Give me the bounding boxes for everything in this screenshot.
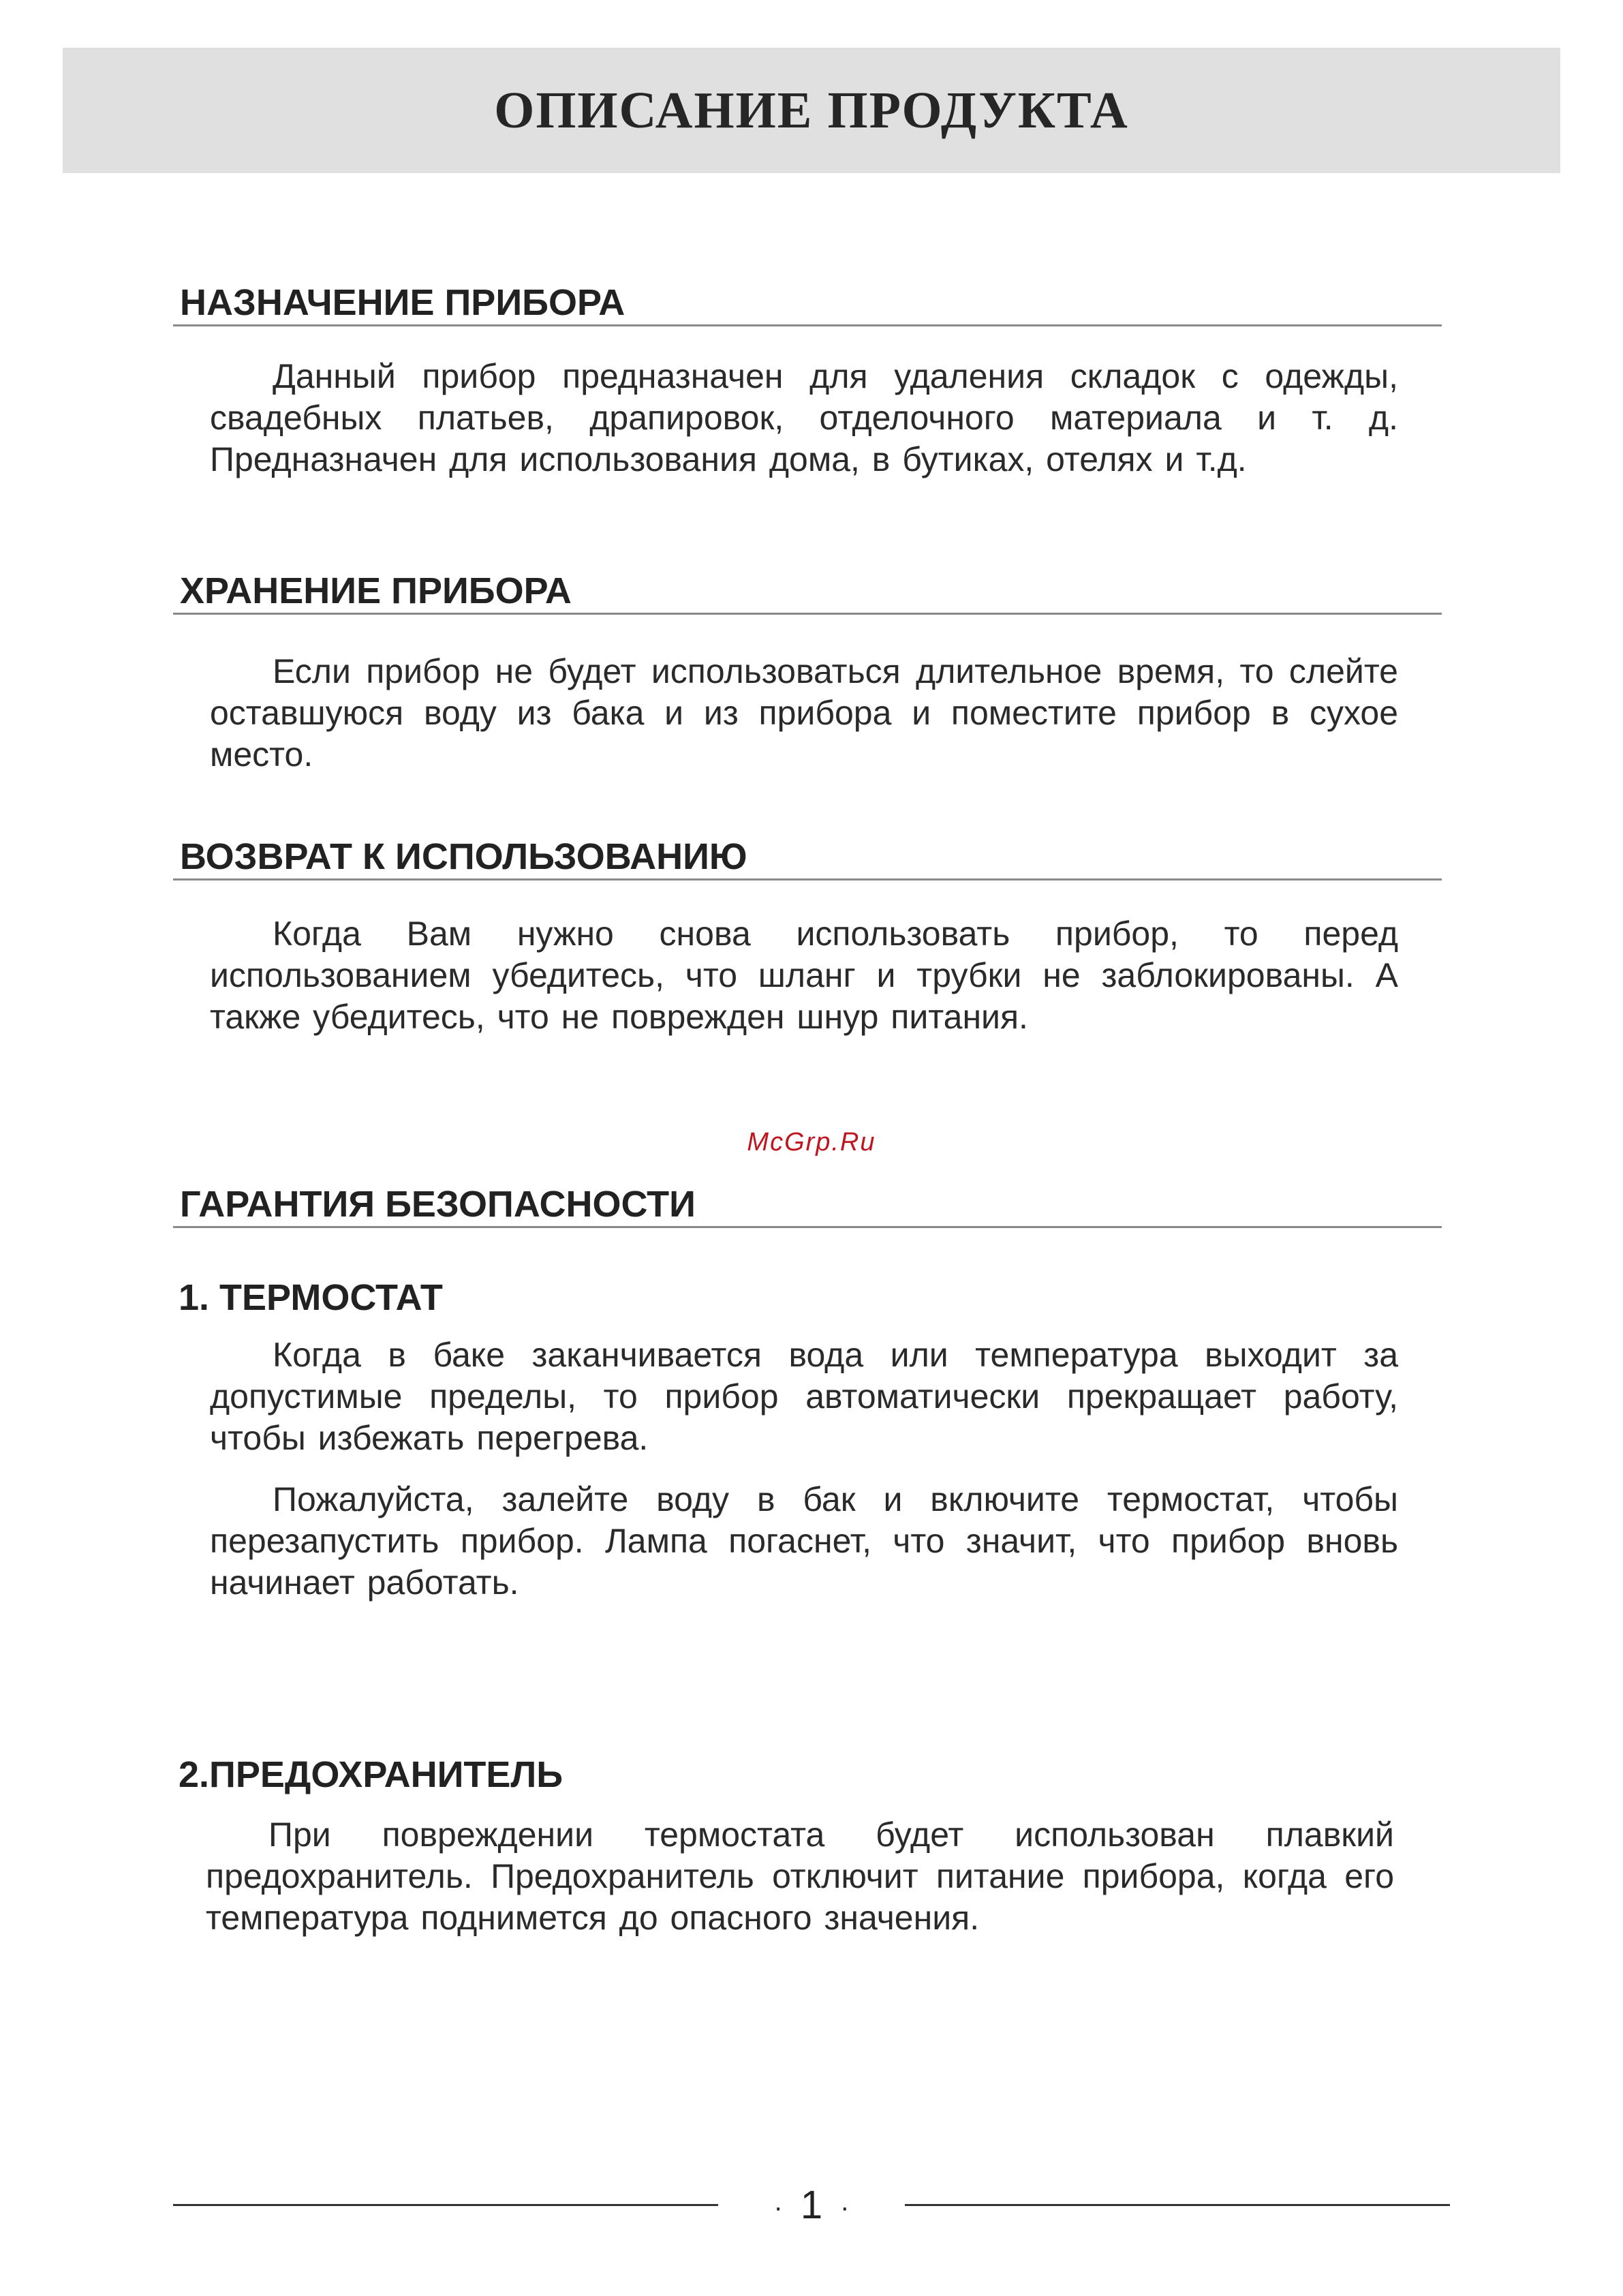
subheading-fuse: 2.ПРЕДОХРАНИТЕЛЬ: [179, 1754, 563, 1795]
page-number-container: [718, 2182, 905, 2228]
paragraph-thermostat-1: Когда в баке заканчивается вода или температура выходит за допустимые пределы, то прибор автоматически прекращает работу, чтобы избежать перегрева.: [210, 1336, 1398, 1457]
page-footer: [173, 2177, 1450, 2232]
paragraph-thermostat-2: Пожалуйста, залейте воду в бак и включите термостат, чтобы перезапустить прибор. Лампа погаснет, что значит, что прибор вновь начинает работать.: [210, 1480, 1398, 1602]
footer-rule-right: [905, 2204, 1450, 2206]
footer-dot-right: ·: [840, 2192, 850, 2222]
heading-return-to-use: ВОЗВРАТ К ИСПОЛЬЗОВАНИЮ: [173, 835, 1442, 881]
page-title: ОПИСАНИЕ ПРОДУКТА: [494, 81, 1129, 139]
paragraph-return-to-use: Когда Вам нужно снова использовать прибор, то перед использованием убедитесь, что шланг и трубки не заблокированы. А также убедитесь, что не поврежден шнур питания.: [210, 915, 1398, 1036]
title-band: [63, 48, 1560, 173]
subheading-thermostat: 1. ТЕРМОСТАТ: [179, 1277, 443, 1318]
paragraph-fuse: При повреждении термостата будет использован плавкий предохранитель. Предохранитель отключит питание прибора, когда его температура поднимется до опасного значения.: [206, 1816, 1394, 1937]
paragraph-storage: Если прибор не будет использоваться длительное время, то слейте оставшуюся воду из бака и из прибора и поместите прибор в сухое место.: [210, 652, 1398, 774]
heading-safety: ГАРАНТИЯ БЕЗОПАСНОСТИ: [173, 1182, 1442, 1228]
heading-purpose: НАЗНАЧЕНИЕ ПРИБОРА: [173, 281, 1442, 326]
paragraph-purpose: Данный прибор предназначен для удаления складок с одежды, свадебных платьев, драпировок, отделочного материала и т. д. Предназначен для использования дома, в бутиках, отелях и т.д.: [210, 357, 1398, 478]
watermark: McGrp.Ru: [747, 1128, 876, 1157]
page-number: 1: [800, 2182, 823, 2227]
footer-rule-left: [173, 2204, 718, 2206]
heading-storage: ХРАНЕНИЕ ПРИБОРА: [173, 569, 1442, 615]
footer-dot-left: ·: [773, 2192, 783, 2222]
